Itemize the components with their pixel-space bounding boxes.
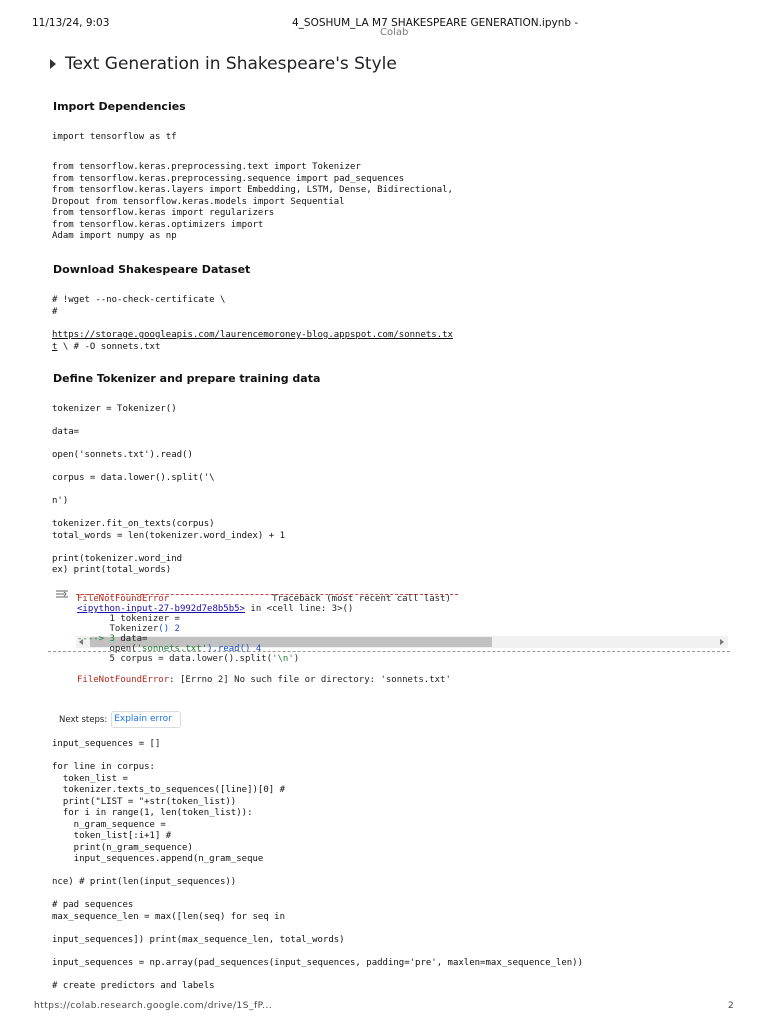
footer-url: https://colab.research.google.com/drive/1S_fP... (34, 1001, 273, 1011)
code-line: from tensorflow.keras.preprocessing.text import Tokenizer (52, 162, 361, 172)
code-line: print(n_gram_sequence) (52, 842, 193, 853)
newline-string: '\n' (272, 654, 294, 664)
code-line (52, 416, 285, 428)
print-title-overflow: Colab (380, 27, 409, 38)
explain-error-button[interactable]: Explain error (111, 711, 181, 728)
code-line: from tensorflow.keras.optimizers import (52, 219, 264, 230)
traceback-line-2 (77, 624, 180, 634)
code-line: print("LIST = "+str(token_list)) (52, 796, 237, 807)
traceback-line-3 (77, 634, 147, 644)
traceback-line-4 (77, 644, 261, 654)
collapse-triangle-icon[interactable] (50, 59, 56, 69)
code-line: n') (52, 496, 69, 506)
code-cell-download[interactable] (52, 295, 225, 318)
code-line: # create predictors and labels (52, 980, 215, 991)
heading-import-dependencies: Import Dependencies (53, 100, 186, 113)
code-line: from tensorflow.keras.preprocessing.sequence import pad_sequences (52, 173, 405, 184)
error-message (77, 675, 451, 685)
download-output-flag: \ # -O sonnets.txt (57, 341, 161, 352)
code-line: import tensorflow as tf (52, 132, 177, 142)
cell-line-ref: in <cell line: 3>() (244, 604, 354, 614)
code-line: from tensorflow.keras import regularizers (52, 208, 275, 218)
code-line: for line in corpus: (52, 762, 155, 772)
code-line: tokenizer = Tokenizer() (52, 404, 177, 414)
footer-page-number: 2 (728, 1001, 734, 1011)
code-line (52, 969, 583, 981)
next-steps-label: Next steps: (59, 714, 108, 725)
code-line: Adam import numpy as np (52, 231, 177, 241)
error-line-code: data= (120, 634, 148, 644)
code-line (52, 946, 583, 958)
traceback-line-1: 1 tokenizer = (77, 614, 180, 624)
next-steps (59, 711, 181, 728)
code-line (52, 751, 583, 763)
download-url-tail (52, 342, 160, 354)
code-line (52, 866, 583, 878)
traceback-location (77, 604, 353, 614)
code-line: Dropout from tensorflow.keras.models import Sequential (52, 196, 345, 207)
final-error-type: FileNotFoundError (77, 675, 170, 685)
tokenizer-call-args: () 2 (158, 624, 180, 634)
code-cell-tokenizer[interactable] (52, 404, 285, 577)
code-line (52, 508, 285, 520)
code-line: for i in range(1, len(token_list)): (52, 808, 253, 818)
code-line: input_sequences = np.array(pad_sequences(input_sequences, padding='pre', maxlen=max_sequence_len)) (52, 957, 584, 968)
corpus-line-end: ) (293, 654, 300, 664)
code-line: ex) print(total_words) (52, 565, 172, 575)
section-title-text: Text Generation in Shakespeare's Style (65, 54, 397, 74)
code-line (52, 439, 285, 451)
section-heading[interactable] (50, 54, 397, 74)
code-line: tokenizer.texts_to_sequences([line])[0] # (52, 785, 285, 795)
code-cell-imports[interactable] (52, 162, 453, 243)
code-line: input_sequences.append(n_gram_seque (52, 854, 264, 864)
code-line: input_sequences]) print(max_sequence_len, total_words) (52, 934, 345, 945)
code-line (52, 923, 583, 935)
final-error-text: : [Errno 2] No such file or directory: 'sonnets.txt' (169, 675, 451, 685)
dataset-link-continued[interactable]: t (52, 341, 58, 352)
heading-tokenizer: Define Tokenizer and prepare training data (53, 372, 321, 385)
error-type: FileNotFoundError (77, 594, 170, 604)
code-line: # (52, 306, 58, 317)
download-url[interactable] (52, 330, 453, 342)
print-footer (0, 999, 768, 1011)
filename-string: 'sonnets.txt' (136, 644, 208, 654)
traceback-label: Traceback (most recent call last) (272, 594, 451, 604)
code-line: nce) # print(len(input_sequences)) (52, 877, 237, 887)
code-line (52, 485, 285, 497)
print-title: 4_SOSHUM_LA M7 SHAKESPEARE GENERATION.ipynb - (292, 17, 579, 29)
code-line: tokenizer.fit_on_texts(corpus) (52, 519, 215, 529)
code-line: # !wget --no-check-certificate \ (52, 295, 226, 305)
error-arrow: ----> 3 (77, 634, 121, 644)
code-line (52, 462, 285, 474)
traceback-header (77, 594, 451, 604)
output-toggle-icon[interactable] (55, 589, 69, 599)
code-line: token_list[:i+1] # (52, 831, 172, 841)
tokenizer-call: Tokenizer (77, 624, 159, 634)
heading-download-dataset: Download Shakespeare Dataset (53, 263, 251, 276)
dataset-link[interactable]: https://storage.googleapis.com/laurencemoroney-blog.appspot.com/sonnets.tx (52, 330, 453, 340)
code-line: # pad sequences (52, 900, 134, 910)
traceback-line-5 (77, 654, 299, 664)
code-line (52, 542, 285, 554)
code-line: data= (52, 427, 80, 437)
code-cell-import[interactable] (52, 132, 177, 144)
code-line: token_list = (52, 773, 128, 784)
code-line: corpus = data.lower().split('\ (52, 473, 215, 483)
code-line (52, 889, 583, 901)
scroll-right-icon[interactable] (720, 639, 724, 645)
print-date: 11/13/24, 9:03 (32, 17, 110, 29)
code-cell-sequences[interactable] (52, 739, 583, 992)
code-line: input_sequences = [] (52, 739, 161, 749)
code-line: n_gram_sequence = (52, 819, 166, 830)
read-call: ).read() 4 (207, 644, 262, 654)
open-call: open( (77, 644, 137, 654)
code-line: total_words = len(tokenizer.word_index) + 1 (52, 530, 285, 541)
corpus-line: 5 corpus = data.lower().split( (77, 654, 273, 664)
code-line: print(tokenizer.word_ind (52, 553, 183, 564)
code-line: from tensorflow.keras.layers import Embedding, LSTM, Dense, Bidirectional, (52, 185, 453, 195)
code-line: open('sonnets.txt').read() (52, 450, 193, 460)
ipython-input-link[interactable]: <ipython-input-27-b992d7e8b5b5> (77, 604, 245, 614)
code-line: max_sequence_len = max([len(seq) for seq in (52, 911, 285, 922)
